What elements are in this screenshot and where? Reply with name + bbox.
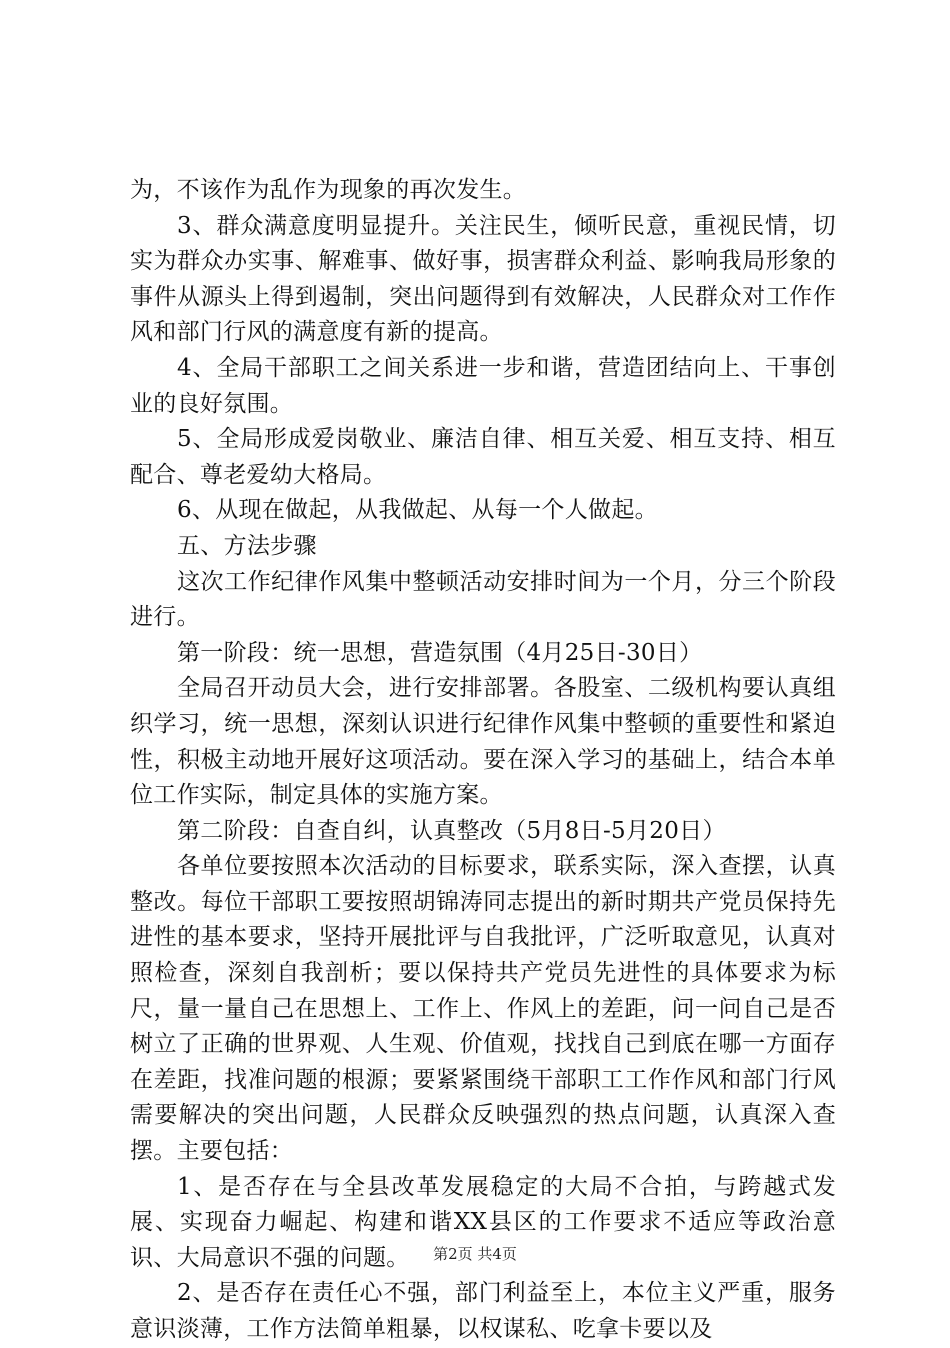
paragraph-continuation: 为，不该作为乱作为现象的再次发生。 [130, 177, 527, 203]
stage-one-body: 全局召开动员大会，进行安排部署。各股室、二级机构要认真组织学习，统一思想，深刻认识进行纪律作风集中整顿的重要性和紧迫性，积极主动地开展好这项活动。要在深入学习的基础上，结合本单位工作实际，制定具体的实施方案。 [130, 675, 836, 809]
check-item-1: 1、是否存在与全县改革发展稳定的大局不合拍，与跨越式发展、实现奋力崛起、构建和谐XX县区的工作要求不适应等政治意识、大局意识不强的问题。 [130, 1173, 836, 1271]
paragraph-item-3: 3、群众满意度明显提升。关注民生，倾听民意，重视民情，切实为群众办实事、解难事、做好事，损害群众利益、影响我局形象的事件从源头上得到遏制，突出问题得到有效解决，人民群众对工作作风和部门行风的满意度有新的提高。 [130, 212, 836, 346]
document-body [130, 173, 836, 1348]
paragraph-item-4: 4、全局干部职工之间关系进一步和谐，营造团结向上、干事创业的良好氛围。 [130, 354, 836, 417]
stage-two-body: 各单位要按照本次活动的目标要求，联系实际，深入查摆，认真整改。每位干部职工要按照胡锦涛同志提出的新时期共产党员保持先进性的基本要求，坚持开展批评与自我批评，广泛听取意见，认真对照检查，深刻自我剖析；要以保持共产党员先进性的具体要求为标尺，量一量自己在思想上、工作上、作风上的差距，问一问自己是否树立了正确的世界观、人生观、价值观，找找自己到底在哪一方面存在差距，找准问题的根源；要紧紧围绕干部职工工作作风和部门行风需要解决的突出问题，人民群众反映强烈的热点问题，认真深入查摆。主要包括： [130, 853, 836, 1165]
paragraph-item-5: 5、全局形成爱岗敬业、廉洁自律、相互关爱、相互支持、相互配合、尊老爱幼大格局。 [130, 426, 836, 488]
check-item-2: 2、是否存在责任心不强，部门利益至上，本位主义严重，服务意识淡薄，工作方法简单粗暴，以权谋私、吃拿卡要以及 [130, 1280, 836, 1342]
stage-one-heading: 第一阶段：统一思想，营造氛围（4月25日-30日） [177, 639, 703, 666]
paragraph-item-6: 6、从现在做起，从我做起、从每一个人做起。 [177, 497, 658, 524]
paragraph-schedule-intro: 这次工作纪律作风集中整顿活动安排时间为一个月，分三个阶段进行。 [130, 568, 836, 631]
stage-two-heading: 第二阶段：自查自纠，认真整改（5月8日-5月20日） [177, 817, 726, 844]
page-footer: 第2页 共4页 [433, 1245, 517, 1263]
section-heading-methods: 五、方法步骤 [177, 532, 317, 559]
